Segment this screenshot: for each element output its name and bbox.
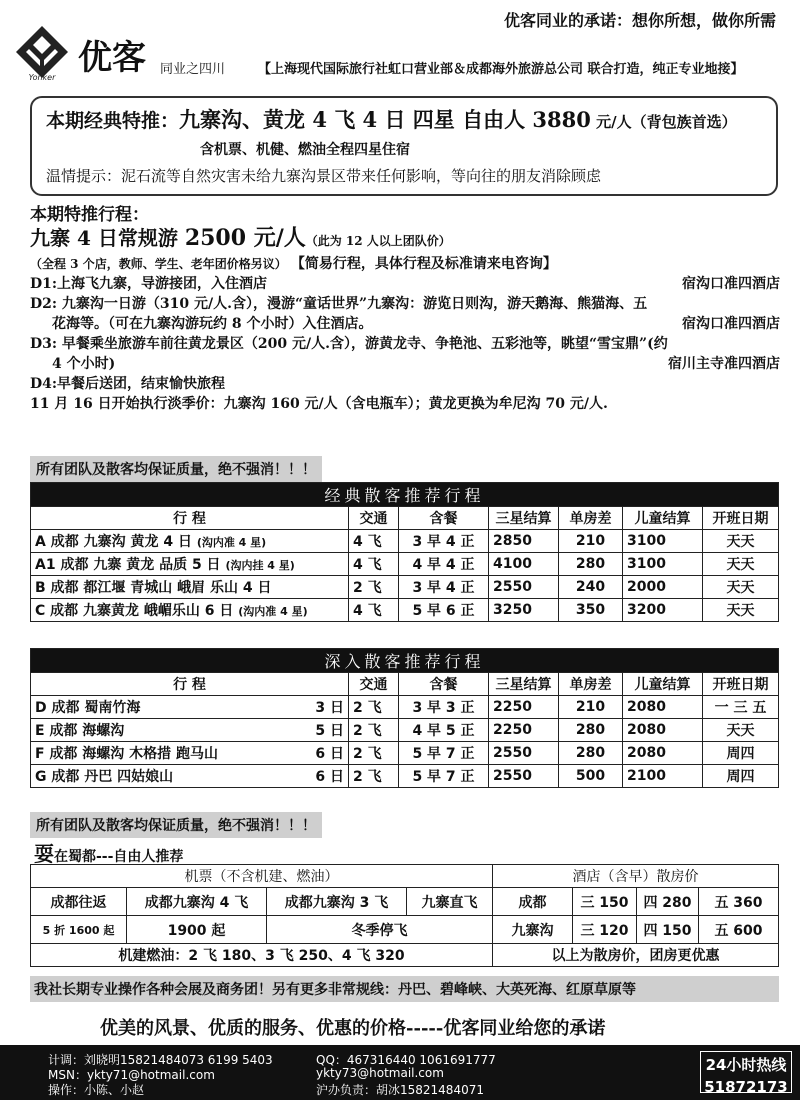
tour-headline xyxy=(30,225,780,254)
special-name: 九寨沟、黄龙 4 飞 4 日 四星 自由人 xyxy=(179,107,533,132)
footer xyxy=(0,1045,800,1100)
header-transport: 交通 xyxy=(349,507,399,530)
special-includes: 含机票、机健、燃油全程四星住宿 xyxy=(200,142,410,158)
ticket-route-direct: 九寨直飞 xyxy=(407,888,493,916)
contact-coordinator: 计调：刘晓明15821484073 6199 5403 xyxy=(48,1053,273,1067)
tour-name: 九寨 4 日常规游 xyxy=(30,226,185,250)
brand-subtitle: 同业之四川 xyxy=(160,62,226,77)
deep-band: 深入散客推荐行程 xyxy=(31,649,779,673)
classic-header-row xyxy=(31,507,779,530)
day-1: D1:上海飞九寨，导游接团，入住酒店 宿沟口准四酒店 xyxy=(30,276,780,292)
day-3-cont: 4 个小时) 宿川主寺准四酒店 xyxy=(52,356,780,372)
day-1-hotel: 宿沟口准四酒店 xyxy=(682,276,780,292)
special-offer-title xyxy=(46,104,762,134)
free-traveler-table xyxy=(30,864,779,967)
hotel-five: 五 360 xyxy=(699,888,779,916)
tour-price: 2500 元/人 xyxy=(184,225,306,251)
header-route: 行 程 xyxy=(31,507,349,530)
free-glyph: 耍 xyxy=(34,842,54,866)
header-route: 行 程 xyxy=(31,673,349,696)
day-3: D3: 早餐乘坐旅游车前往黄龙景区（200 元/人.含），游黄龙寺、争艳池、五彩池等，眺望“雪宝鼎”(约 xyxy=(30,336,668,352)
special-offer-box xyxy=(30,96,778,196)
header-schedule: 开班日期 xyxy=(703,673,779,696)
table-row: E 成都 海螺沟 5 日 2 飞 4 早 5 正 2250 280 2080 天天 xyxy=(31,719,779,742)
table-row: A1 成都 九寨 黄龙 品质 5 日 (沟内挂 4 星) 4 飞 4 早 4 正 4100 280 3100 天天 xyxy=(31,553,779,576)
hotel-note: 以上为散房价，团房更优惠 xyxy=(493,944,779,967)
special-price: 3880 xyxy=(532,107,591,132)
contact-qq: QQ：467316440 1061691777 xyxy=(316,1053,496,1067)
special-prefix: 本期经典特推： xyxy=(46,110,180,132)
hotel-city: 九寨沟 xyxy=(493,916,573,944)
ticket-price-round: 5 折 1600 起 xyxy=(31,916,127,944)
table-row: A 成都 九寨沟 黄龙 4 日 (沟内准 4 星) 4 飞 3 早 4 正 2850 210 3100 天天 xyxy=(31,530,779,553)
hotline-number: 51872173 xyxy=(704,1078,788,1096)
table-row: F 成都 海螺沟 木格措 跑马山 6 日 2 飞 5 早 7 正 2550 280 2080 周四 xyxy=(31,742,779,765)
company-logo xyxy=(12,22,72,82)
ticket-header: 机票（不含机建、燃油） xyxy=(31,865,493,888)
day-2-cont: 花海等。（可在九寨沟游玩约 8 个小时）入住酒店。 宿沟口准四酒店 xyxy=(52,316,780,332)
ticket-price-4fly: 1900 起 xyxy=(127,916,267,944)
day-3-hotel: 宿川主寺准四酒店 xyxy=(668,356,780,372)
hotel-three: 三 120 xyxy=(573,916,637,944)
hotel-city: 成都 xyxy=(493,888,573,916)
ticket-price-suspended: 冬季停飞 xyxy=(267,916,493,944)
day-2-hotel: 宿沟口准四酒店 xyxy=(682,316,780,332)
classic-tours-table xyxy=(30,482,779,622)
hotel-four: 四 150 xyxy=(637,916,699,944)
itinerary-section xyxy=(30,205,780,414)
itinerary-title: 本期特推行程： xyxy=(30,205,149,225)
header-three-star: 三星结算 xyxy=(489,507,559,530)
hotline-box xyxy=(700,1051,792,1096)
header-child: 儿童结算 xyxy=(623,673,703,696)
table-row: C 成都 九寨黄龙 峨嵋乐山 6 日 (沟内准 4 星) 4 飞 5 早 6 正 3250 350 3200 天天 xyxy=(31,599,779,622)
logo-icon xyxy=(12,22,72,82)
table-row: B 成都 都江堰 青城山 峨眉 乐山 4 日 2 飞 3 早 4 正 2550 240 2000 天天 xyxy=(31,576,779,599)
ticket-route-4fly: 成都九寨沟 4 飞 xyxy=(127,888,267,916)
special-unit: 元/人（背包族首选） xyxy=(590,113,737,131)
guarantee-banner-2: 所有团队及散客均保证质量，绝不强消！！！ xyxy=(30,812,322,838)
header-meals: 含餐 xyxy=(399,673,489,696)
header-promise: 优客同业的承诺：想你所想，做你所需 xyxy=(503,11,776,30)
contact-msn: MSN：ykty71@hotmail.com xyxy=(48,1068,215,1082)
header-meals: 含餐 xyxy=(399,507,489,530)
simple-note: 【简易行程，具体行程及标准请来电咨询】 xyxy=(290,256,557,272)
fuel-note: 机建燃油：2 飞 180、3 飞 250、4 飞 320 xyxy=(31,944,493,967)
hotline-label: 24小时热线 xyxy=(705,1056,787,1074)
contact-ops: 操作：小陈、小赵 xyxy=(48,1083,145,1097)
header-schedule: 开班日期 xyxy=(703,507,779,530)
slogan: 优美的风景、优质的服务、优惠的价格-----优客同业给您的承诺 xyxy=(100,1018,606,1039)
day-4: D4:早餐后送团，结束愉快旅程 xyxy=(30,376,226,392)
free-title-text: 在蜀都---自由人推荐 xyxy=(54,849,184,865)
brand-name: 优客 xyxy=(78,38,146,78)
free-traveler-title xyxy=(34,838,183,867)
tour-note: （此为 12 人以上团队价） xyxy=(305,234,451,248)
header-single: 单房差 xyxy=(559,673,623,696)
partner-info: 【上海现代国际旅行社虹口营业部＆成都海外旅游总公司 联合打造，纯正专业地接】 xyxy=(258,62,744,77)
deep-header-row xyxy=(31,673,779,696)
table-row: G 成都 丹巴 四姑娘山 6 日 2 飞 5 早 7 正 2550 500 2100 周四 xyxy=(31,765,779,788)
long-term-note: 我社长期专业操作各种会展及商务团！另有更多非常规线：丹巴、碧峰峡、大英死海、红原草原等 xyxy=(30,976,779,1002)
header-three-star: 三星结算 xyxy=(489,673,559,696)
price-note-line xyxy=(30,254,780,274)
hotel-three: 三 150 xyxy=(573,888,637,916)
hotel-four: 四 280 xyxy=(637,888,699,916)
ticket-route-3fly: 成都九寨沟 3 飞 xyxy=(267,888,407,916)
special-tip: 温情提示：泥石流等自然灾害未给九寨沟景区带来任何影响，等向往的朋友消除顾虑 xyxy=(46,167,602,185)
hotel-header: 酒店（含早）散房价 xyxy=(493,865,779,888)
ticket-route-round: 成都往返 xyxy=(31,888,127,916)
header-single: 单房差 xyxy=(559,507,623,530)
deep-tours-table xyxy=(30,648,779,788)
header-child: 儿童结算 xyxy=(623,507,703,530)
day-2: D2: 九寨沟一日游（310 元/人.含），漫游“童话世界”九寨沟：游览日则沟，游天鹅海、熊猫海、五 xyxy=(30,296,648,312)
price-note: （全程 3 个店，教师、学生、老年团价格另议） xyxy=(30,257,287,271)
logo-english: Yonker xyxy=(28,73,56,82)
table-row: D 成都 蜀南竹海 3 日 2 飞 3 早 3 正 2250 210 2080 一 三 五 xyxy=(31,696,779,719)
contact-manager: 沪办负责：胡冰15821484071 xyxy=(316,1083,484,1097)
offseason-note: 11 月 16 日开始执行淡季价：九寨沟 160 元/人（含电瓶车）；黄龙更换为牟尼沟 70 元/人. xyxy=(30,396,608,412)
classic-band: 经典散客推荐行程 xyxy=(31,483,779,507)
guarantee-banner-1: 所有团队及散客均保证质量，绝不强消！！！ xyxy=(30,456,322,482)
hotel-five: 五 600 xyxy=(699,916,779,944)
contact-email: ykty73@hotmail.com xyxy=(316,1066,444,1080)
header-transport: 交通 xyxy=(349,673,399,696)
